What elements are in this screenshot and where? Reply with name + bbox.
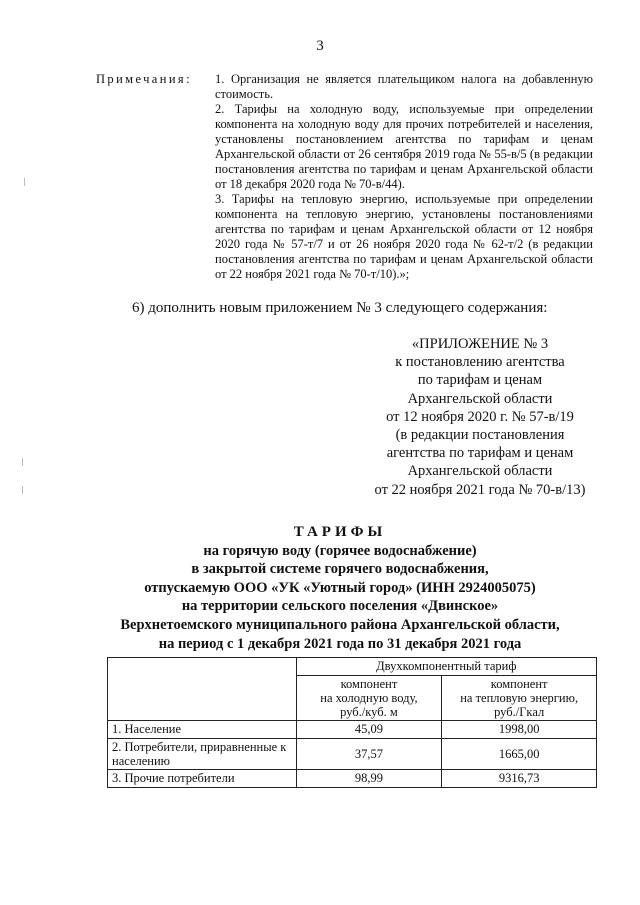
group-header: Двухкомпонентный тариф: [296, 658, 596, 676]
heat-value: 9316,73: [442, 770, 597, 788]
notes-block: [215, 72, 593, 282]
header-empty-cell: [108, 658, 297, 721]
header-line: компонент: [340, 677, 398, 691]
row-label: 2. Потребители, приравненные к населению: [108, 739, 297, 770]
scan-mark: [24, 178, 25, 186]
appendix-line: (в редакции постановления: [395, 427, 565, 444]
scan-mark: [22, 458, 23, 466]
scan-mark: [22, 486, 23, 494]
heat-value: 1998,00: [442, 721, 597, 739]
row-label: 3. Прочие потребители: [108, 770, 297, 788]
appendix-line: Архангельской области: [407, 390, 553, 407]
heat-energy-header: [442, 676, 597, 721]
row-label: 1. Население: [108, 721, 297, 739]
table-row: [108, 770, 597, 788]
cold-value: 45,09: [296, 721, 442, 739]
appendix-header: [360, 335, 600, 499]
title-line: в закрытой системе горячего водоснабжения,: [191, 561, 489, 578]
addition-paragraph: 6) дополнить новым приложением № 3 следующего содержания:: [132, 300, 548, 316]
header-line: руб./куб. м: [340, 705, 398, 719]
title-line: Верхнетоемского муниципального района Архангельской области,: [120, 616, 560, 633]
appendix-line: агентства по тарифам и ценам: [386, 445, 574, 462]
cold-water-header: [296, 676, 442, 721]
title-line: отпускаемую ООО «УК «Уютный город» (ИНН 2924005075): [144, 579, 536, 596]
note-item: 3. Тарифы на тепловую энергию, используемые при определении компонента на тепловую энергию, установлены постановлениями агентства по тарифам и ценам Архангельской области от 12 ноября 2020 года № 57-т/7 и от 26 ноября 2020 года № 62-т/2 (в редакции постановления агентства по тарифам и ценам Архангельской области от 22 ноября 2021 года № 70-т/10).»;: [215, 192, 593, 281]
table-row: [108, 739, 597, 770]
table-row: [108, 721, 597, 739]
page-number: 3: [316, 38, 324, 54]
cold-value: 37,57: [296, 739, 442, 770]
notes-label: Примечания:: [96, 72, 192, 86]
appendix-line: по тарифам и ценам: [417, 372, 543, 389]
tariff-table: [107, 657, 597, 788]
header-line: на тепловую энергию,: [460, 691, 579, 705]
header-line: компонент: [490, 677, 548, 691]
appendix-line: к постановлению агентства: [395, 354, 565, 371]
appendix-line: «ПРИЛОЖЕНИЕ № 3: [411, 336, 549, 352]
header-line: на холодную воду,: [320, 691, 418, 705]
appendix-line: от 22 ноября 2021 года № 70-в/13): [374, 481, 586, 498]
header-line: руб./Гкал: [494, 705, 545, 719]
table-header-row: [108, 658, 597, 676]
note-item: 1. Организация не является плательщиком налога на добавленную стоимость.: [215, 72, 593, 101]
title-line: на горячую воду (горячее водоснабжение): [203, 542, 477, 559]
title-line: ТАРИФЫ: [293, 524, 387, 540]
heat-value: 1665,00: [442, 739, 597, 770]
note-item: 2. Тарифы на холодную воду, используемые при определении компонента на холодную воду для прочих потребителей и населения, установлены постановлением агентства по тарифам и ценам Архангельской области от 26 сентября 2019 года № 55-в/5 (в редакции постановления агентства по тарифам и ценам Архангельской области от 18 декабря 2020 года № 70-в/44).: [215, 102, 593, 191]
appendix-line: от 12 ноября 2020 г. № 57-в/19: [386, 408, 574, 425]
appendix-line: Архангельской области: [407, 463, 553, 480]
title-line: на территории сельского поселения «Двинское»: [181, 598, 499, 615]
title-line: на период с 1 декабря 2021 года по 31 декабря 2021 года: [158, 635, 522, 652]
cold-value: 98,99: [296, 770, 442, 788]
tariff-title: [60, 523, 620, 653]
